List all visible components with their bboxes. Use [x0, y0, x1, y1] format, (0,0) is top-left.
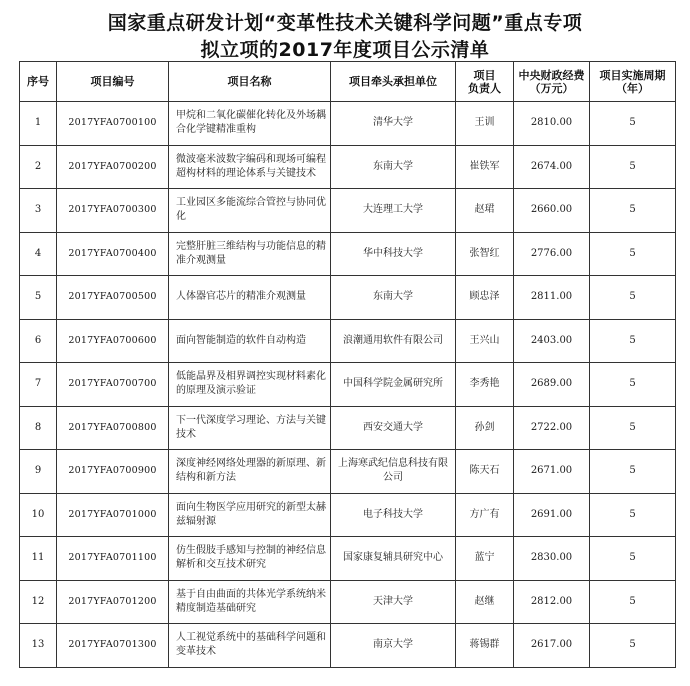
cell-fund: 2671.00	[514, 450, 590, 494]
header-period-line1: 项目实施周期	[599, 68, 666, 82]
document-title-line1: 国家重点研发计划“变革性技术关键科学问题”重点专项	[107, 12, 583, 34]
header-no: 序号	[20, 62, 57, 102]
cell-fund: 2403.00	[514, 319, 590, 363]
cell-unit: 上海寒武纪信息科技有限公司	[331, 450, 456, 494]
cell-code: 2017YFA0700500	[57, 276, 169, 320]
cell-code: 2017YFA0700200	[57, 145, 169, 189]
cell-unit: 中国科学院金属研究所	[331, 363, 456, 407]
cell-name: 下一代深度学习理论、方法与关键技术	[169, 406, 331, 450]
cell-no: 9	[20, 450, 57, 494]
table-row	[20, 537, 676, 581]
cell-fund: 2812.00	[514, 580, 590, 624]
cell-fund: 2830.00	[514, 537, 590, 581]
header-leader	[456, 62, 514, 102]
cell-leader: 孙剑	[456, 406, 514, 450]
cell-no: 13	[20, 624, 57, 668]
cell-period: 5	[590, 406, 676, 450]
cell-name: 微波毫米波数字编码和现场可编程超构材料的理论体系与关键技术	[169, 145, 331, 189]
cell-leader: 王兴山	[456, 319, 514, 363]
table-row	[20, 624, 676, 668]
cell-fund: 2689.00	[514, 363, 590, 407]
cell-period: 5	[590, 624, 676, 668]
cell-period: 5	[590, 580, 676, 624]
table-row	[20, 580, 676, 624]
cell-name: 低能晶界及相界调控实现材料素化的原理及演示验证	[169, 363, 331, 407]
header-fund-line1: 中央财政经费	[518, 68, 585, 82]
cell-period: 5	[590, 276, 676, 320]
cell-period: 5	[590, 319, 676, 363]
cell-period: 5	[590, 102, 676, 146]
cell-fund: 2674.00	[514, 145, 590, 189]
cell-unit: 浪潮通用软件有限公司	[331, 319, 456, 363]
header-leader-line1: 项目	[473, 68, 496, 82]
cell-fund: 2660.00	[514, 189, 590, 233]
cell-fund: 2691.00	[514, 493, 590, 537]
cell-leader: 李秀艳	[456, 363, 514, 407]
table-row	[20, 232, 676, 276]
cell-no: 8	[20, 406, 57, 450]
cell-fund: 2810.00	[514, 102, 590, 146]
cell-fund: 2811.00	[514, 276, 590, 320]
cell-unit: 电子科技大学	[331, 493, 456, 537]
cell-leader: 王训	[456, 102, 514, 146]
cell-no: 12	[20, 580, 57, 624]
cell-fund: 2722.00	[514, 406, 590, 450]
cell-code: 2017YFA0700600	[57, 319, 169, 363]
table-header-row	[20, 62, 676, 102]
header-unit: 项目牵头承担单位	[331, 62, 456, 102]
cell-name: 人工视觉系统中的基础科学问题和变革技术	[169, 624, 331, 668]
cell-period: 5	[590, 450, 676, 494]
cell-period: 5	[590, 145, 676, 189]
cell-name: 人体器官芯片的精准介观测量	[169, 276, 331, 320]
cell-period: 5	[590, 189, 676, 233]
cell-code: 2017YFA0701300	[57, 624, 169, 668]
cell-name: 深度神经网络处理器的新原理、新结构和新方法	[169, 450, 331, 494]
table-row	[20, 189, 676, 233]
cell-name: 面向智能制造的软件自动构造	[169, 319, 331, 363]
cell-unit: 西安交通大学	[331, 406, 456, 450]
cell-leader: 陈天石	[456, 450, 514, 494]
table-row	[20, 493, 676, 537]
cell-unit: 清华大学	[331, 102, 456, 146]
cell-code: 2017YFA0700800	[57, 406, 169, 450]
cell-code: 2017YFA0701000	[57, 493, 169, 537]
table-row	[20, 102, 676, 146]
header-name: 项目名称	[169, 62, 331, 102]
cell-code: 2017YFA0700300	[57, 189, 169, 233]
table-row	[20, 363, 676, 407]
header-leader-line2: 负责人	[468, 81, 501, 95]
cell-period: 5	[590, 537, 676, 581]
cell-no: 5	[20, 276, 57, 320]
cell-leader: 赵继	[456, 580, 514, 624]
cell-no: 7	[20, 363, 57, 407]
cell-name: 甲烷和二氧化碳催化转化及外场耦合化学键精准重构	[169, 102, 331, 146]
cell-no: 4	[20, 232, 57, 276]
header-fund	[514, 62, 590, 102]
table-row	[20, 450, 676, 494]
table-row	[20, 276, 676, 320]
cell-leader: 方广有	[456, 493, 514, 537]
cell-name: 仿生假肢手感知与控制的神经信息解析和交互技术研究	[169, 537, 331, 581]
cell-no: 6	[20, 319, 57, 363]
cell-unit: 东南大学	[331, 276, 456, 320]
cell-leader: 赵珺	[456, 189, 514, 233]
cell-name: 面向生物医学应用研究的新型太赫兹辐射源	[169, 493, 331, 537]
cell-code: 2017YFA0700700	[57, 363, 169, 407]
cell-fund: 2617.00	[514, 624, 590, 668]
cell-unit: 天津大学	[331, 580, 456, 624]
header-period	[590, 62, 676, 102]
cell-code: 2017YFA0701100	[57, 537, 169, 581]
cell-leader: 张智红	[456, 232, 514, 276]
cell-no: 11	[20, 537, 57, 581]
cell-unit: 大连理工大学	[331, 189, 456, 233]
table-row	[20, 145, 676, 189]
header-code: 项目编号	[57, 62, 169, 102]
cell-unit: 南京大学	[331, 624, 456, 668]
cell-period: 5	[590, 363, 676, 407]
cell-no: 1	[20, 102, 57, 146]
cell-code: 2017YFA0700900	[57, 450, 169, 494]
cell-fund: 2776.00	[514, 232, 590, 276]
cell-period: 5	[590, 493, 676, 537]
project-table	[19, 61, 676, 668]
cell-period: 5	[590, 232, 676, 276]
cell-no: 3	[20, 189, 57, 233]
header-period-line2: （年）	[616, 81, 649, 95]
cell-leader: 蒋锡群	[456, 624, 514, 668]
cell-code: 2017YFA0700100	[57, 102, 169, 146]
cell-name: 工业园区多能流综合管控与协同优化	[169, 189, 331, 233]
cell-leader: 崔铁军	[456, 145, 514, 189]
cell-code: 2017YFA0700400	[57, 232, 169, 276]
cell-unit: 东南大学	[331, 145, 456, 189]
cell-no: 10	[20, 493, 57, 537]
header-fund-line2: （万元）	[529, 81, 574, 95]
cell-code: 2017YFA0701200	[57, 580, 169, 624]
cell-leader: 蓝宁	[456, 537, 514, 581]
cell-name: 完整肝脏三维结构与功能信息的精准介观测量	[169, 232, 331, 276]
cell-name: 基于自由曲面的共体光学系统纳米精度制造基础研究	[169, 580, 331, 624]
cell-unit: 国家康复辅具研究中心	[331, 537, 456, 581]
document-title-line2: 拟立项的2017年度项目公示清单	[200, 39, 490, 61]
cell-unit: 华中科技大学	[331, 232, 456, 276]
table-row	[20, 406, 676, 450]
cell-no: 2	[20, 145, 57, 189]
cell-leader: 顾忠泽	[456, 276, 514, 320]
table-row	[20, 319, 676, 363]
